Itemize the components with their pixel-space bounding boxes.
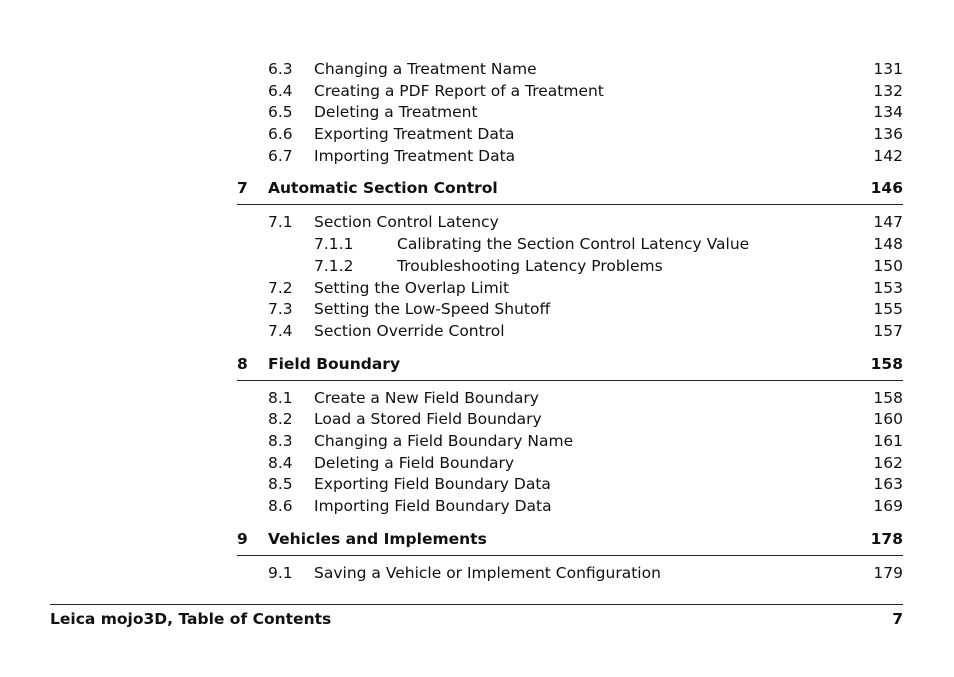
toc-entry-title: Saving a Vehicle or Implement Configuration xyxy=(314,563,661,582)
chapter-number: 7 xyxy=(237,179,248,198)
toc-entry-number: 7.4 xyxy=(268,321,293,340)
toc-entry-number: 8.1 xyxy=(268,388,293,407)
toc-entry-page: 153 xyxy=(873,278,903,297)
toc-entry-number: 6.5 xyxy=(268,103,293,122)
chapter-title: Field Boundary xyxy=(268,354,401,373)
toc-entry-page: 132 xyxy=(873,81,903,100)
toc-entry-6-3[interactable] xyxy=(237,59,903,81)
toc-entry-8-1[interactable] xyxy=(237,388,903,410)
toc-entry-number: 8.3 xyxy=(268,431,293,450)
toc-entry-page: 148 xyxy=(873,235,903,254)
toc-entry-page: 131 xyxy=(873,60,903,78)
toc-entry-page: 160 xyxy=(873,410,903,429)
toc-entry-number: 7.1.1 xyxy=(314,235,354,254)
toc-entry-7-4[interactable] xyxy=(237,321,903,343)
page-footer xyxy=(50,604,903,635)
toc-entry-6-7[interactable] xyxy=(237,146,903,168)
toc-entry-title: Exporting Treatment Data xyxy=(314,125,515,144)
toc-entry-title: Deleting a Treatment xyxy=(314,103,478,122)
toc-entry-6-4[interactable] xyxy=(237,81,903,103)
footer-page-number: 7 xyxy=(892,610,903,628)
toc-entry-page: 163 xyxy=(873,475,903,494)
toc-entry-title: Create a New Field Boundary xyxy=(314,388,539,407)
chapter-page: 146 xyxy=(870,179,903,198)
toc-entry-number: 7.2 xyxy=(268,278,293,297)
toc-entry-title: Calibrating the Section Control Latency Value xyxy=(397,235,750,254)
toc-entry-title: Importing Field Boundary Data xyxy=(314,497,552,515)
toc-entry-8-2[interactable] xyxy=(237,409,903,431)
toc-entry-8-6[interactable] xyxy=(237,496,903,518)
toc-entry-title: Troubleshooting Latency Problems xyxy=(397,256,663,275)
toc-entry-page: 155 xyxy=(873,300,903,319)
chapter-page: 178 xyxy=(870,529,903,548)
toc-entry-number: 8.5 xyxy=(268,475,293,494)
toc-entry-number: 6.7 xyxy=(268,146,293,165)
toc-entry-number: 9.1 xyxy=(268,563,293,582)
toc-entry-number: 7.3 xyxy=(268,300,293,319)
toc-entry-page: 161 xyxy=(873,431,903,450)
toc-chapter-7[interactable] xyxy=(237,178,903,205)
toc-entry-number: 7.1 xyxy=(268,213,293,232)
chapter-page: 158 xyxy=(870,354,903,373)
toc-entry-6-6[interactable] xyxy=(237,124,903,146)
toc-entry-number: 8.4 xyxy=(268,453,293,472)
toc-entry-page: 134 xyxy=(873,103,903,122)
toc-entry-title: Deleting a Field Boundary xyxy=(314,453,515,472)
toc-entry-page: 162 xyxy=(873,453,903,472)
toc-entry-number: 6.6 xyxy=(268,125,293,144)
toc-chapter-9[interactable] xyxy=(237,529,903,556)
footer-document-title: Leica mojo3D, Table of Contents xyxy=(50,610,332,628)
toc-entry-7-2[interactable] xyxy=(237,278,903,300)
toc-chapter-8[interactable] xyxy=(237,354,903,381)
toc-entry-title: Section Override Control xyxy=(314,321,505,340)
chapter-number: 9 xyxy=(237,529,248,548)
chapter-title: Vehicles and Implements xyxy=(268,529,487,548)
chapter-title: Automatic Section Control xyxy=(268,179,498,198)
toc-entry-number: 6.3 xyxy=(268,60,293,78)
toc-entry-9-1[interactable] xyxy=(237,563,903,585)
toc-entry-number: 6.4 xyxy=(268,81,293,100)
toc-entry-page: 150 xyxy=(873,256,903,275)
toc-entry-title: Load a Stored Field Boundary xyxy=(314,410,542,429)
toc-entry-page: 157 xyxy=(873,321,903,340)
toc-entry-8-3[interactable] xyxy=(237,431,903,453)
toc-entry-page: 136 xyxy=(873,125,903,144)
toc-entry-title: Changing a Treatment Name xyxy=(314,60,537,78)
toc-entry-title: Section Control Latency xyxy=(314,213,499,232)
toc-entry-title: Setting the Low-Speed Shutoff xyxy=(314,300,551,319)
toc-entry-number: 8.2 xyxy=(268,410,293,429)
toc-entry-8-4[interactable] xyxy=(237,453,903,475)
toc-entry-page: 142 xyxy=(873,146,903,165)
toc-entry-number: 8.6 xyxy=(268,497,293,515)
toc-entry-7-1[interactable] xyxy=(237,212,903,234)
toc-entry-6-5[interactable] xyxy=(237,102,903,124)
chapter-number: 8 xyxy=(237,354,248,373)
toc-entry-page: 169 xyxy=(873,497,903,515)
toc-entry-title: Creating a PDF Report of a Treatment xyxy=(314,81,604,100)
toc-entry-7-1-1[interactable] xyxy=(237,234,903,256)
toc-entry-page: 158 xyxy=(873,388,903,407)
toc-entry-page: 147 xyxy=(873,213,903,232)
toc-entry-8-5[interactable] xyxy=(237,474,903,496)
toc-entry-number: 7.1.2 xyxy=(314,256,354,275)
toc-entry-page: 179 xyxy=(873,563,903,582)
toc-entry-7-3[interactable] xyxy=(237,299,903,321)
toc-entry-7-1-2[interactable] xyxy=(237,256,903,278)
toc-entry-title: Setting the Overlap Limit xyxy=(314,278,510,297)
toc-entry-title: Importing Treatment Data xyxy=(314,146,516,165)
toc-entry-title: Changing a Field Boundary Name xyxy=(314,431,574,450)
toc-entry-title: Exporting Field Boundary Data xyxy=(314,475,551,494)
table-of-contents xyxy=(237,59,903,584)
